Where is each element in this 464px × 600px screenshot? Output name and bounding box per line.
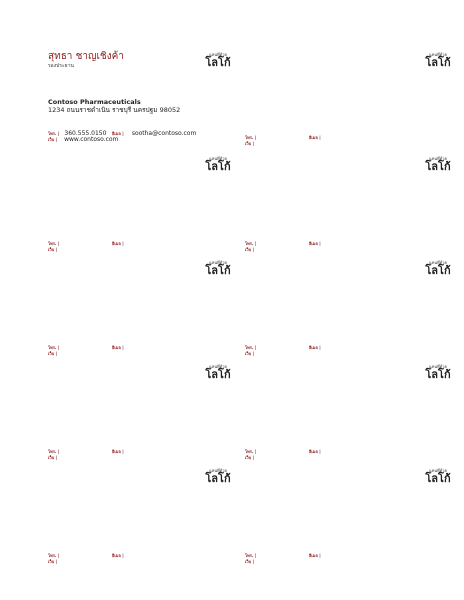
logo-placeholder xyxy=(420,364,456,380)
business-card-4 xyxy=(245,154,451,258)
logo-placeholder xyxy=(200,364,236,380)
phone-label: โทร. | xyxy=(245,553,257,558)
company-address: 1234 ถนนราชดำเนิน ราชบุรี นครปฐม 98052 xyxy=(48,106,181,114)
web-value: www.contoso.com xyxy=(64,136,119,143)
logo-caption: แทนที่ด้วย xyxy=(209,468,227,473)
email-label: อีเมล | xyxy=(112,131,124,136)
contact-block xyxy=(48,542,244,562)
phone-label: โทร. | xyxy=(245,449,257,454)
logo-text: โลโก้ xyxy=(425,56,451,69)
logo-text: โลโก้ xyxy=(425,264,451,277)
email-label: อีเมล | xyxy=(112,449,124,454)
business-card-10 xyxy=(245,466,451,570)
phone-label: โทร. | xyxy=(48,241,60,246)
logo-placeholder xyxy=(420,260,456,276)
business-card-7 xyxy=(48,362,244,466)
web-label: เว็บ | xyxy=(245,351,255,356)
web-label: เว็บ | xyxy=(48,559,58,564)
contact-block xyxy=(245,542,441,562)
logo-caption: แทนที่ด้วย xyxy=(209,364,227,369)
email-label: อีเมล | xyxy=(309,135,321,140)
email-label: อีเมล | xyxy=(309,345,321,350)
business-card-6 xyxy=(245,258,451,362)
web-label: เว็บ | xyxy=(245,559,255,564)
logo-placeholder xyxy=(200,52,236,68)
contact-block xyxy=(245,334,441,354)
email-label: อีเมล | xyxy=(309,449,321,454)
contact-block xyxy=(48,334,244,354)
business-card-8 xyxy=(245,362,451,466)
business-card-3 xyxy=(48,154,244,258)
logo-caption: แทนที่ด้วย xyxy=(429,364,447,369)
business-card-1 xyxy=(48,50,244,154)
logo-placeholder xyxy=(420,52,456,68)
web-label: เว็บ | xyxy=(245,455,255,460)
business-card-5 xyxy=(48,258,244,362)
logo-caption: แทนที่ด้วย xyxy=(429,156,447,161)
logo-placeholder xyxy=(200,156,236,172)
contact-block xyxy=(245,124,441,144)
company-name: Contoso Pharmaceuticals xyxy=(48,98,141,106)
phone-label: โทร. | xyxy=(245,345,257,350)
logo-text: โลโก้ xyxy=(205,368,231,381)
logo-caption: แทนที่ด้วย xyxy=(429,52,447,57)
logo-placeholder xyxy=(420,468,456,484)
logo-caption: แทนที่ด้วย xyxy=(209,156,227,161)
logo-text: โลโก้ xyxy=(205,160,231,173)
web-label: เว็บ | xyxy=(48,455,58,460)
card-job-title: รองประธาน xyxy=(48,63,74,69)
logo-text: โลโก้ xyxy=(205,472,231,485)
contact-block xyxy=(245,438,441,458)
phone-value: 360.555.0150 xyxy=(64,130,107,137)
email-label: อีเมล | xyxy=(309,553,321,558)
contact-block xyxy=(48,438,244,458)
email-label: อีเมล | xyxy=(112,345,124,350)
logo-placeholder xyxy=(200,468,236,484)
web-label: เว็บ | xyxy=(245,247,255,252)
logo-caption: แทนที่ด้วย xyxy=(209,52,227,57)
web-label: เว็บ | xyxy=(48,137,58,142)
logo-caption: แทนที่ด้วย xyxy=(209,260,227,265)
logo-text: โลโก้ xyxy=(425,472,451,485)
phone-label: โทร. | xyxy=(48,131,60,136)
logo-placeholder xyxy=(420,156,456,172)
logo-text: โลโก้ xyxy=(425,160,451,173)
phone-label: โทร. | xyxy=(245,135,257,140)
email-label: อีเมล | xyxy=(112,553,124,558)
phone-label: โทร. | xyxy=(48,553,60,558)
contact-block xyxy=(48,120,244,143)
email-label: อีเมล | xyxy=(112,241,124,246)
logo-text: โลโก้ xyxy=(425,368,451,381)
logo-text: โลโก้ xyxy=(205,264,231,277)
contact-block xyxy=(48,230,244,250)
business-card-9 xyxy=(48,466,244,570)
logo-caption: แทนที่ด้วย xyxy=(429,260,447,265)
logo-caption: แทนที่ด้วย xyxy=(429,468,447,473)
business-card-2 xyxy=(245,50,451,154)
phone-label: โทร. | xyxy=(48,345,60,350)
logo-placeholder xyxy=(200,260,236,276)
email-value: sootha@contoso.com xyxy=(131,130,197,137)
logo-text: โลโก้ xyxy=(205,56,231,69)
web-label: เว็บ | xyxy=(48,351,58,356)
web-label: เว็บ | xyxy=(48,247,58,252)
phone-label: โทร. | xyxy=(48,449,60,454)
card-name: สุทธา ชาญเชิงค้า xyxy=(48,51,124,62)
email-label: อีเมล | xyxy=(309,241,321,246)
contact-block xyxy=(245,230,441,250)
phone-label: โทร. | xyxy=(245,241,257,246)
web-label: เว็บ | xyxy=(245,141,255,146)
